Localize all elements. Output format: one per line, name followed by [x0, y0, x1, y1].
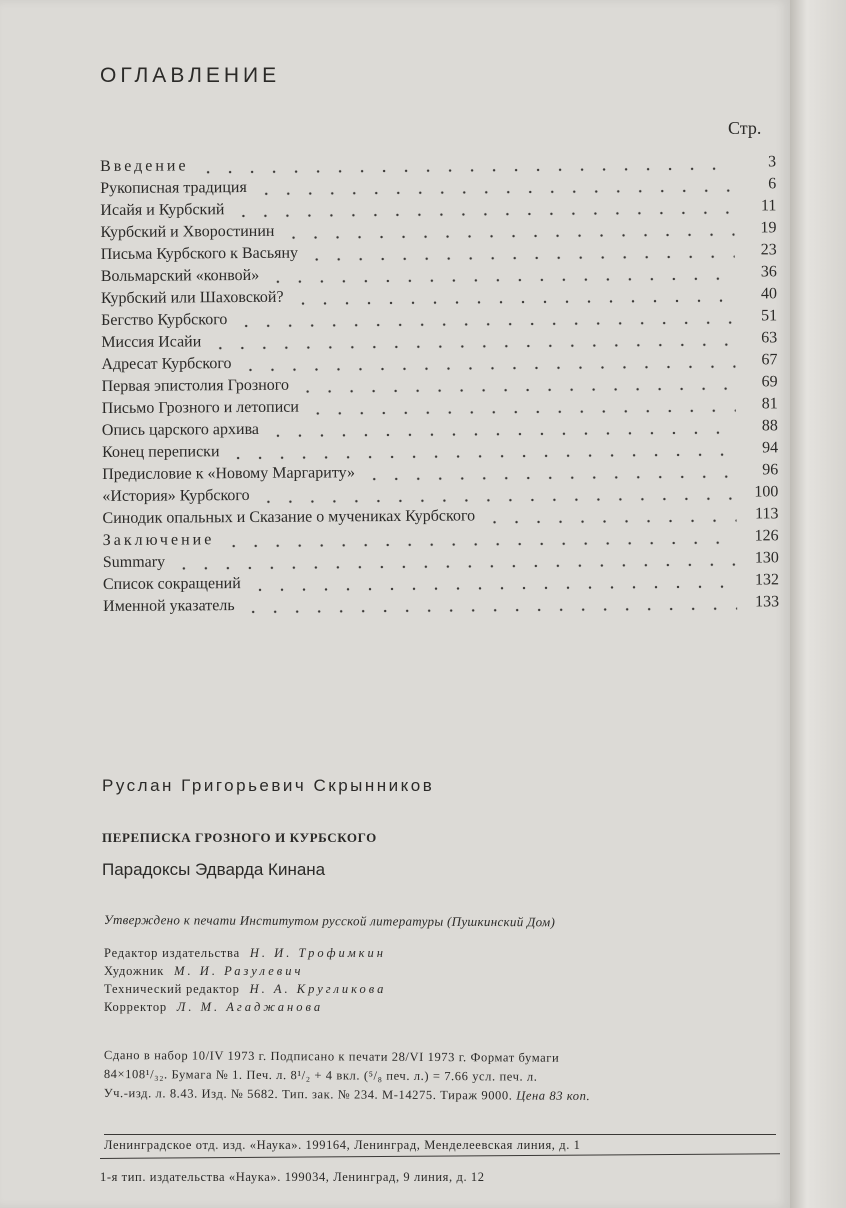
- toc-entry-label: «История» Курбского: [102, 486, 250, 505]
- credits-block: [104, 946, 386, 1018]
- toc-entry-label: Заключение: [102, 531, 215, 549]
- toc-leader-dots: [282, 233, 734, 240]
- toc-entry: [103, 593, 779, 620]
- toc-entry-label: Исайя и Курбский: [100, 201, 225, 219]
- toc-entry-label: Курбский и Хворостинин: [100, 222, 275, 241]
- imprint-details: Уч.-изд. л. 8.43. Изд. № 5682. Тип. зак. № 234. М-14275. Тираж 9000.: [103, 1085, 513, 1103]
- toc-entry-page: 94: [761, 439, 779, 457]
- toc-entry-page: 100: [754, 483, 779, 501]
- toc-entry-page: 88: [761, 417, 778, 435]
- toc-leader-dots: [306, 255, 735, 262]
- credit-role: Технический редактор: [104, 982, 240, 996]
- credit-editor: [104, 946, 386, 964]
- imprint-line: 84×108¹/₃₂. Бумага № 1. Печ. л. 8¹/₂ + 4 вкл. (⁵/₈ печ. л.) = 7.66 усл. печ. л.: [103, 1066, 538, 1084]
- next-page-edge: [790, 0, 846, 1208]
- credit-person: Л. М. Агаджанова: [176, 1000, 324, 1014]
- toc-entry-label: Рукописная традиция: [100, 178, 247, 197]
- credit-role: Художник: [104, 964, 165, 978]
- toc-leader-dots: [267, 277, 735, 284]
- toc-leader-dots: [363, 475, 736, 482]
- toc-entry-page: 69: [761, 373, 778, 391]
- credit-person: М. И. Разулевич: [174, 964, 304, 978]
- toc-entry-page: 6: [768, 175, 777, 193]
- toc-entry-page: 63: [761, 329, 778, 347]
- toc-entry-page: 130: [754, 549, 779, 567]
- toc-entry-page: 40: [760, 285, 778, 303]
- toc-entry-label: Список сокращений: [102, 575, 241, 593]
- toc-entry-page: 67: [761, 351, 778, 369]
- toc-leader-dots: [243, 607, 738, 614]
- toc-entry-label: Опись царского архива: [101, 420, 260, 439]
- toc-list: [100, 153, 779, 620]
- toc-entry-page: 81: [761, 395, 778, 413]
- toc-entry-label: Summary: [102, 553, 166, 571]
- toc-leader-dots: [228, 453, 737, 461]
- toc-entry-page: 113: [755, 505, 779, 523]
- credit-role: Корректор: [104, 1000, 167, 1014]
- toc-entry-page: 11: [760, 197, 777, 215]
- publisher-address: Ленинградское отд. изд. «Наука». 199164, Ленинград, Менделеевская линия, д. 1: [104, 1138, 581, 1152]
- toc-entry-page: 36: [760, 263, 777, 281]
- toc-entry-label: Письмо Грозного и летописи: [101, 398, 299, 417]
- toc-leader-dots: [249, 585, 737, 592]
- credit-person: Н. А. Кругликова: [249, 982, 387, 996]
- page-column-label: Стр.: [728, 118, 762, 138]
- toc-entry-label: Миссия Исайи: [101, 333, 202, 351]
- author-name: Руслан Григорьевич Скрынников: [102, 776, 435, 795]
- approval-note: Утверждено к печати Институтом русской литературы (Пушкинский Дом): [103, 912, 556, 930]
- toc-entry-label: Введение: [100, 157, 189, 175]
- divider-rule: [100, 1153, 780, 1159]
- imprint-block: [104, 1048, 591, 1108]
- toc-entry-label: Конец переписки: [101, 443, 220, 461]
- credit-person: Н. И. Трофимкин: [249, 946, 386, 960]
- toc-entry-page: 126: [754, 527, 779, 545]
- toc-entry-page: 96: [762, 461, 779, 479]
- credit-proofreader: [104, 1000, 386, 1018]
- credit-role: Редактор издательства: [104, 946, 240, 960]
- toc-leader-dots: [209, 343, 735, 351]
- toc-entry-label: Бегство Курбского: [101, 311, 228, 329]
- imprint-line: [104, 1086, 591, 1108]
- toc-entry-label: Именной указатель: [103, 597, 235, 615]
- toc-leader-dots: [483, 519, 736, 525]
- imprint-line: Сдано в набор 10/IV 1973 г. Подписано к печати 28/VI 1973 г. Формат бумаги: [103, 1048, 560, 1065]
- toc-leader-dots: [307, 409, 736, 416]
- toc-leader-dots: [232, 211, 734, 219]
- toc-entry-page: 23: [760, 241, 777, 259]
- book-title: ПЕРЕПИСКА ГРОЗНОГО И КУРБСКОГО: [102, 830, 377, 845]
- book-subtitle: Парадоксы Эдварда Кинана: [102, 860, 326, 879]
- toc-entry-page: 3: [767, 153, 777, 171]
- toc-leader-dots: [258, 497, 737, 504]
- toc-entry-label: Адресат Курбского: [101, 355, 232, 373]
- toc-entry-page: 133: [755, 593, 780, 611]
- toc-title: ОГЛАВЛЕНИЕ: [100, 64, 281, 87]
- toc-leader-dots: [173, 563, 737, 571]
- toc-leader-dots: [197, 167, 735, 175]
- credit-artist: [104, 964, 386, 982]
- toc-leader-dots: [267, 431, 736, 438]
- credit-tech-editor: [104, 982, 386, 1000]
- toc-leader-dots: [255, 189, 734, 196]
- price: Цена 83 коп.: [516, 1088, 591, 1103]
- toc-entry-label: Синодик опальных и Сказание о мучениках Курбского: [102, 507, 476, 527]
- toc-entry-label: Курбский или Шаховской?: [100, 288, 284, 307]
- toc-entry-page: 51: [761, 307, 778, 325]
- toc-entry-label: Письма Курбского к Васьяну: [100, 244, 299, 263]
- printer-address: 1-я тип. издательства «Наука». 199034, Ленинград, 9 линия, д. 12: [100, 1170, 485, 1184]
- toc-entry-page: 19: [760, 219, 777, 237]
- toc-entry-page: 132: [754, 571, 780, 589]
- toc-entry-label: Первая эпистолия Грозного: [101, 376, 289, 395]
- toc-leader-dots: [222, 541, 736, 549]
- toc-leader-dots: [292, 299, 735, 306]
- toc-entry-label: Вольмарский «конвой»: [100, 266, 260, 285]
- divider-rule: [104, 1134, 776, 1135]
- toc-leader-dots: [297, 387, 736, 394]
- toc-leader-dots: [235, 321, 735, 328]
- toc-leader-dots: [239, 365, 735, 372]
- toc-entry-label: Предисловие к «Новому Маргариту»: [102, 464, 356, 483]
